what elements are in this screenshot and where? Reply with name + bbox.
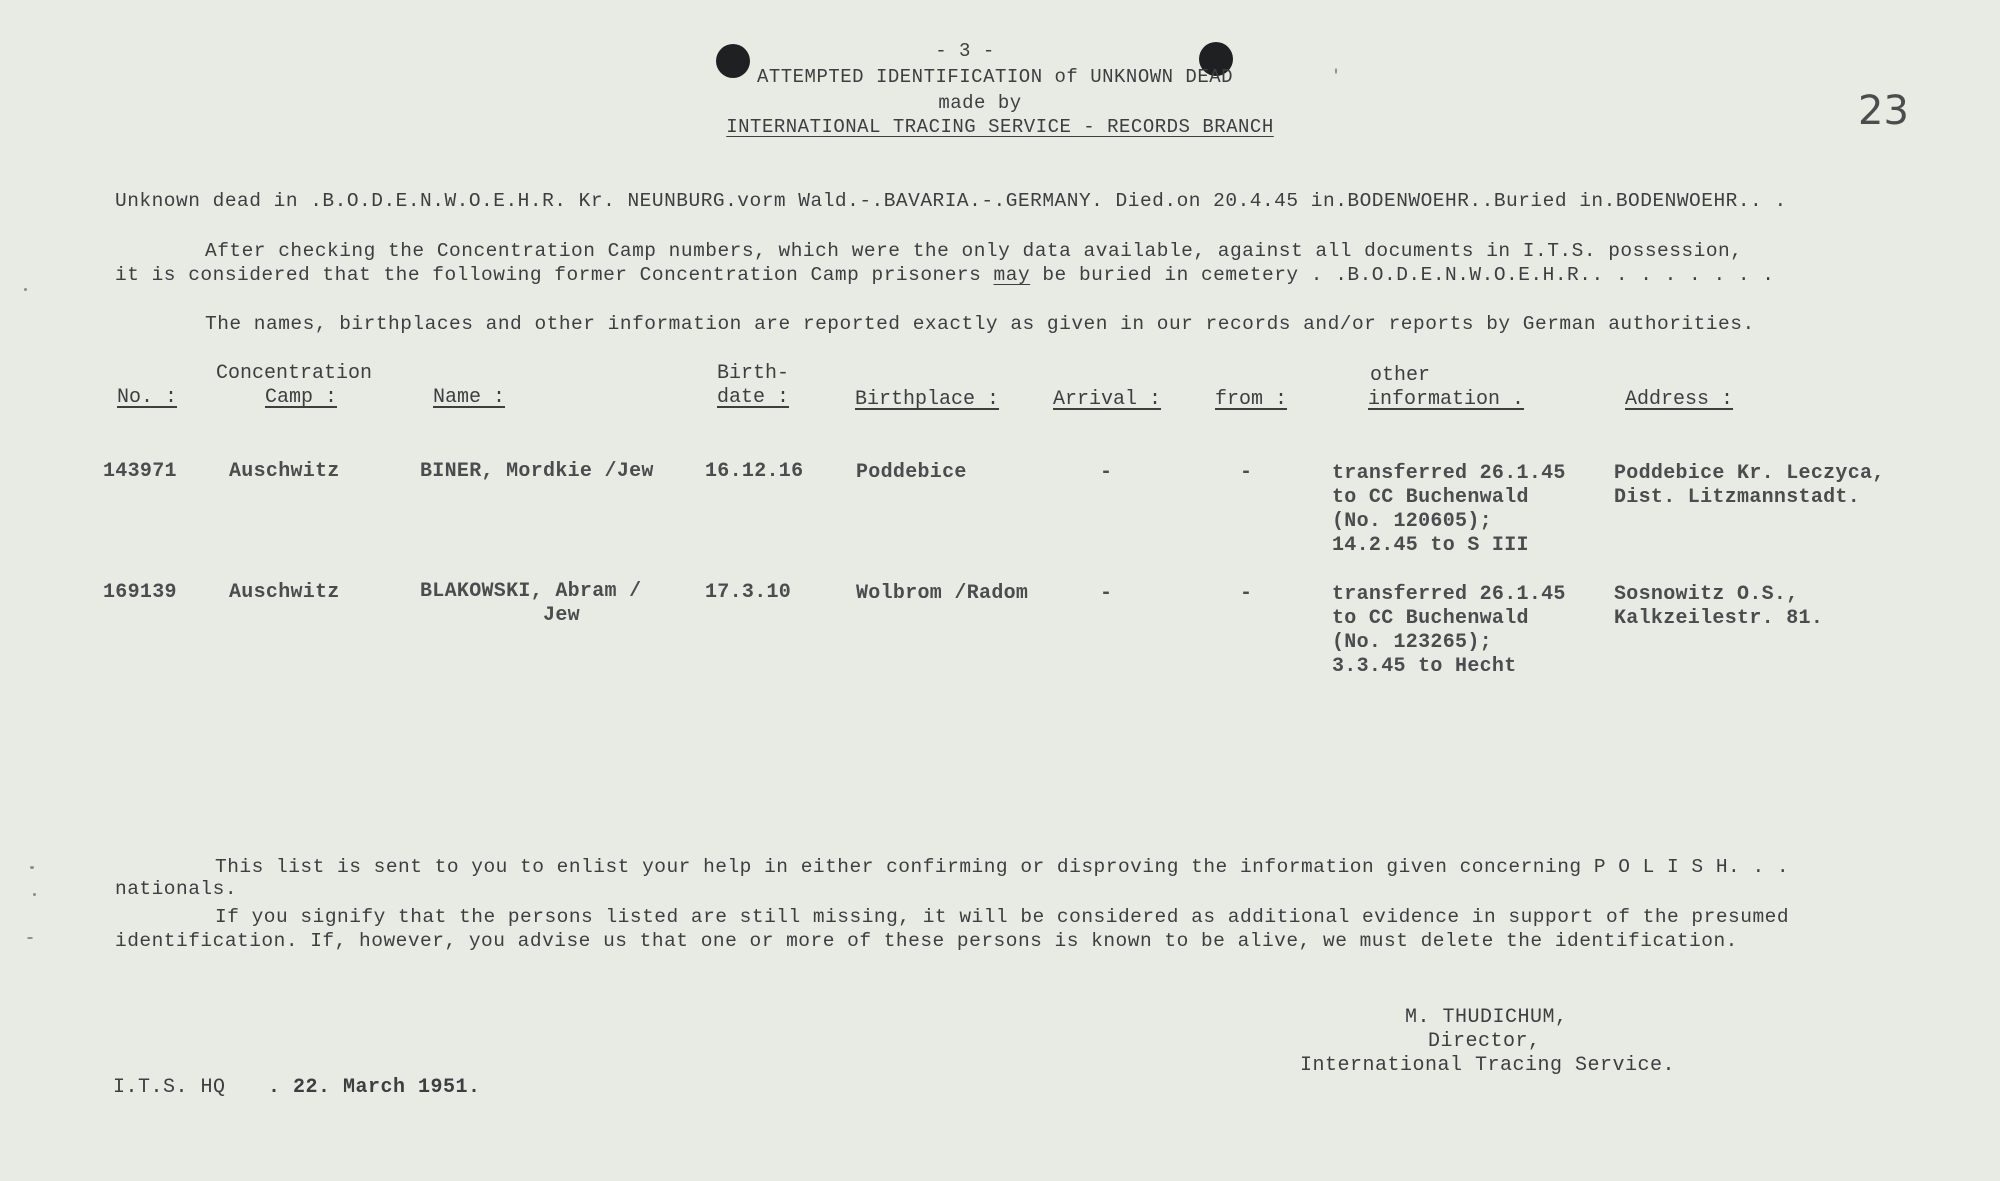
intro-line-2-suffix: be buried in cemetery . .B.O.D.E.N.W.O.E.H.R.. . . . . . . .: [1042, 264, 1775, 286]
header-camp: Camp :: [264, 386, 337, 409]
header-birthplace: Birthplace :: [855, 388, 1000, 411]
row-name: BLAKOWSKI, Abram / Jew: [420, 580, 642, 627]
row-birthdate: 17.3.10: [705, 581, 792, 604]
row-arrival: -: [1100, 582, 1113, 605]
closing-line-3: If you signify that the persons listed are still missing, it will be considered as additional evidence in support of the presumed: [215, 906, 1790, 928]
margin-speck: [1335, 68, 1337, 74]
header-no: No. :: [117, 386, 178, 409]
row-no: 143971: [103, 460, 177, 483]
header-name: Name :: [433, 386, 506, 409]
footer-date: . 22. March 1951.: [268, 1076, 481, 1099]
location-line: Unknown dead in .B.O.D.E.N.W.O.E.H.R. Kr. NEUNBURG.vorm Wald.-.BAVARIA.-.GERMANY. Died.on 20.4.45 in.BODENWOEHR..Buried in.BODENWOEHR.. .: [115, 190, 1787, 212]
header-address: Address :: [1625, 388, 1734, 411]
row-birthplace: Wolbrom /Radom: [856, 582, 1029, 605]
row-from: -: [1240, 582, 1253, 605]
row-no: 169139: [103, 581, 177, 604]
row-other-info: transferred 26.1.45 to CC Buchenwald (No. 120605); 14.2.45 to S III: [1332, 462, 1566, 557]
closing-line-1: This list is sent to you to enlist your help in either confirming or disproving the information given concerning P O L I S H. . .: [215, 856, 1790, 878]
row-camp: Auschwitz: [229, 460, 340, 483]
signatory-name: M. THUDICHUM,: [1405, 1006, 1568, 1029]
row-address: Sosnowitz O.S., Kalkzeilestr. 81.: [1614, 583, 1824, 630]
row-other-info: transferred 26.1.45 to CC Buchenwald (No. 123265); 3.3.45 to Hecht: [1332, 583, 1566, 678]
row-arrival: -: [1100, 461, 1113, 484]
intro-line-3: The names, birthplaces and other information are reported exactly as given in our records and/or reports by German authorities.: [205, 313, 1755, 335]
intro-may: may: [993, 264, 1031, 286]
header-birthdate: date :: [717, 386, 790, 409]
issuer-heading: INTERNATIONAL TRACING SERVICE - RECORDS BRANCH: [726, 116, 1274, 138]
row-birthdate: 16.12.16: [705, 460, 804, 483]
margin-speck: [24, 288, 27, 291]
row-address: Poddebice Kr. Leczyca, Dist. Litzmannstadt.: [1614, 462, 1885, 509]
margin-speck: [30, 866, 34, 869]
page-marker: - 3 -: [935, 40, 995, 62]
row-camp: Auschwitz: [229, 581, 340, 604]
header-camp-top: Concentration: [216, 362, 373, 385]
made-by-label: made by: [938, 92, 1022, 114]
signatory-title: Director,: [1428, 1030, 1541, 1053]
header-birthdate-top: Birth-: [717, 362, 790, 385]
header-other: information .: [1368, 388, 1525, 411]
row-birthplace: Poddebice: [856, 461, 967, 484]
header-other-top: other: [1370, 364, 1431, 387]
closing-line-2: nationals.: [115, 878, 238, 900]
footer-place: I.T.S. HQ: [113, 1076, 226, 1099]
intro-line-2-prefix: it is considered that the following former Concentration Camp prisoners: [115, 264, 982, 286]
closing-line-4: identification. If, however, you advise us that one or more of these persons is known to be alive, we must delete the identification.: [115, 930, 1738, 952]
header-arrival: Arrival :: [1053, 388, 1162, 411]
margin-speck: [27, 937, 33, 939]
row-name: BINER, Mordkie /Jew: [420, 460, 654, 483]
row-from: -: [1240, 461, 1253, 484]
intro-line-2: [115, 264, 1774, 286]
margin-speck: [33, 893, 36, 896]
document-title: ATTEMPTED IDENTIFICATION of UNKNOWN DEAD: [756, 66, 1234, 88]
page-number: 23: [1858, 88, 1909, 134]
header-from: from :: [1215, 388, 1288, 411]
signatory-org: International Tracing Service.: [1300, 1054, 1676, 1077]
intro-line-1: After checking the Concentration Camp numbers, which were the only data available, against all documents in I.T.S. possession,: [205, 240, 1743, 262]
